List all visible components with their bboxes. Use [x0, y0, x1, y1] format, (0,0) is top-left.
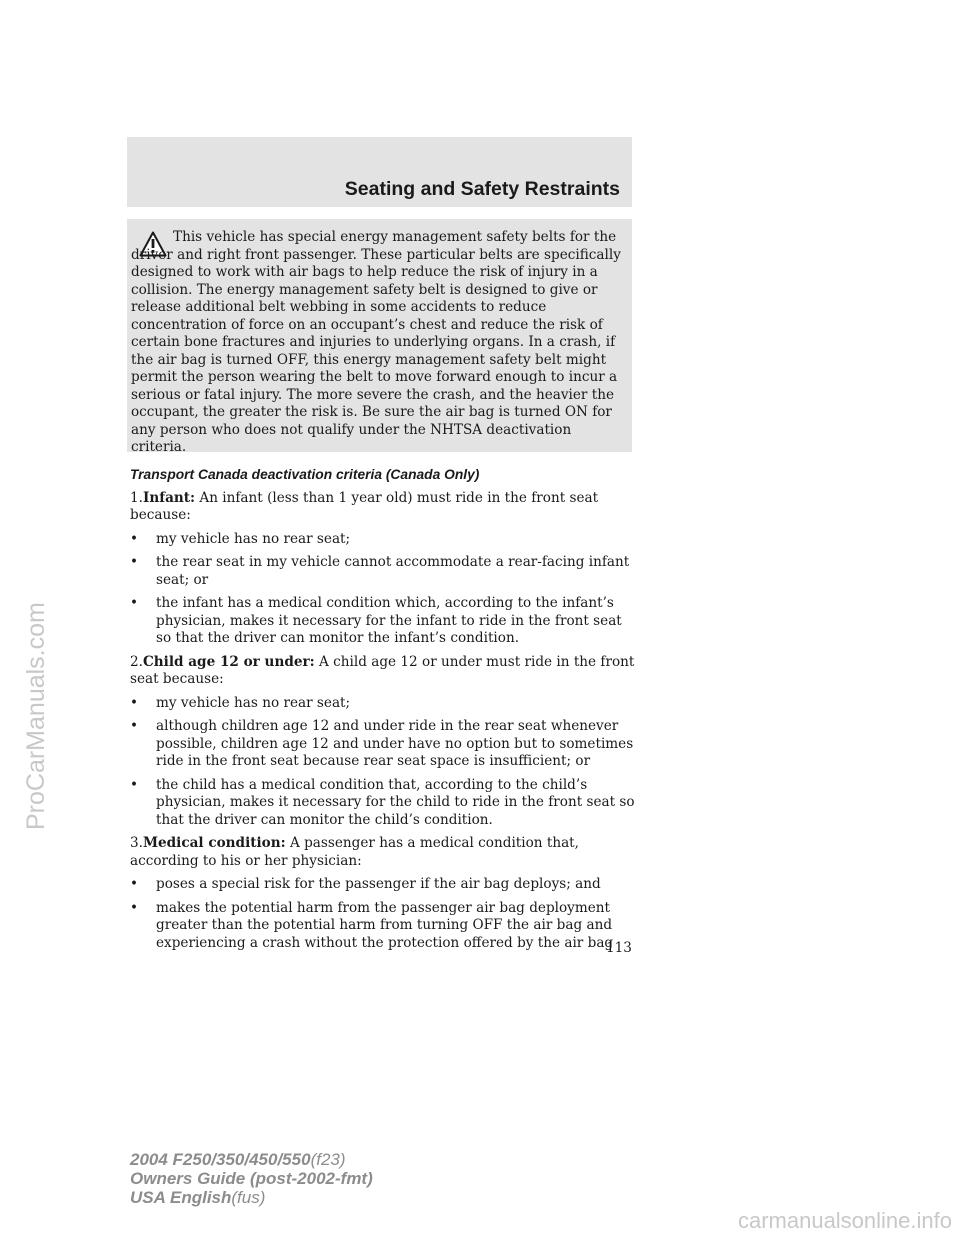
footer-line-guide: Owners Guide (post-2002-fmt)	[130, 1169, 373, 1188]
warning-text: This vehicle has special energy management safety belts for the driver and right front passenger. These particular belts are specifically designed to work with air bags to help reduce the risk of injury in a collision. The energy management safety belt is designed to give or release additional belt webbing in some accidents to reduce concentration of force on an occupant’s chest and reduce the risk of certain bone fractures and injuries to underlying organs. In a crash, if the air bag is turned OFF, this energy management safety belt might permit the person wearing the belt to move forward enough to incur a serious or fatal injury. The more severe the crash, and the heavier the occupant, the greater the risk is. Be sure the air bag is turned ON for any person who does not qualify under the NHTSA deactivation criteria.	[131, 229, 621, 455]
bullet-icon: •	[130, 776, 139, 793]
bullet-icon: •	[130, 595, 139, 611]
criteria-item-infant	[130, 490, 635, 525]
bullet-icon: •	[130, 554, 139, 570]
criteria-item-medical	[130, 835, 635, 870]
bullet-icon: •	[130, 530, 139, 547]
page-number: 113	[606, 940, 632, 956]
section-header-band	[127, 137, 632, 207]
bullet-list	[130, 876, 635, 952]
item-label: Medical condition:	[142, 835, 286, 851]
side-watermark: ProCarManuals.com	[22, 602, 50, 830]
bullet-icon: •	[130, 899, 139, 916]
item-text: A passenger has a medical condition that, according to his or her physician:	[130, 835, 579, 869]
bullet-icon: •	[130, 876, 139, 892]
item-number: 1.	[130, 489, 143, 506]
item-number: 2.	[130, 653, 143, 670]
bullet-list	[130, 695, 635, 830]
bullet-icon: •	[130, 718, 139, 734]
document-footer	[130, 1150, 373, 1207]
section-title: Seating and Safety Restraints	[344, 178, 620, 200]
criteria-heading: Transport Canada deactivation criteria (Canada Only)	[130, 467, 480, 482]
footer-line-model: 2004 F250/350/450/550(f23)	[130, 1150, 346, 1169]
item-number: 3.	[130, 835, 143, 851]
site-watermark: carmanualsonline.info	[737, 1208, 952, 1233]
footer-line-language: USA English(fus)	[130, 1188, 266, 1207]
item-text: A child age 12 or under must ride in the front seat because:	[130, 653, 635, 687]
bullet-list	[130, 531, 635, 648]
list-item: • although children age 12 and under ride in the rear seat whenever possible, children age 12 and under have no option but to sometimes ride in the front seat because rear seat space is insufficient; or	[130, 718, 634, 769]
list-item: • my vehicle has no rear seat;	[130, 694, 351, 711]
item-text: An infant (less than 1 year old) must ride in the front seat because:	[130, 489, 599, 523]
criteria-section	[130, 466, 635, 958]
list-item: • the infant has a medical condition which, according to the infant’s physician, makes it necessary for the infant to ride in the front seat so that the driver can monitor the infant’s condition.	[130, 595, 622, 646]
list-item: • the rear seat in my vehicle cannot accommodate a rear-facing infant seat; or	[130, 554, 630, 588]
list-item: • makes the potential harm from the passenger air bag deployment greater than the potential harm from turning OFF the air bag and experiencing a crash without the protection offered by the air bag	[130, 899, 614, 951]
criteria-item-child	[130, 654, 635, 689]
list-item: • the child has a medical condition that, according to the child’s physician, makes it necessary for the child to ride in the front seat so that the driver can monitor the child’s condition.	[130, 776, 635, 828]
warning-box	[127, 219, 632, 455]
list-item: • poses a special risk for the passenger if the air bag deploys; and	[130, 876, 601, 892]
bullet-icon: •	[130, 694, 139, 711]
item-label: Child age 12 or under:	[142, 653, 315, 670]
list-item: • my vehicle has no rear seat;	[130, 530, 351, 547]
item-label: Infant:	[142, 489, 196, 506]
